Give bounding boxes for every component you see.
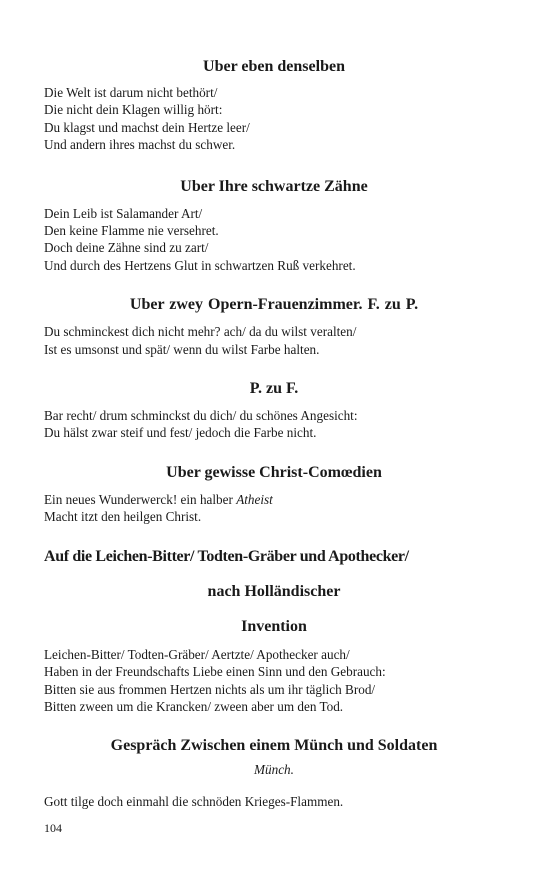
poem-line <box>44 491 504 508</box>
poem-line: Ist es umsonst und spät/ wenn du wilst Farbe halten. <box>44 341 320 357</box>
poem-line: Die nicht dein Klagen willig hört: <box>44 102 223 118</box>
poem-line: Dein Leib ist Salamander Art/ <box>44 205 203 221</box>
poem-section-5 <box>44 462 504 526</box>
poem-section-4 <box>44 378 504 442</box>
poem-line: Haben in der Freundschafts Liebe einen Sinn und den Gebrauch: <box>44 664 386 680</box>
poem-title: Uber gewisse Christ-Comœdien <box>166 463 382 481</box>
poem-line: Du klagst und machst dein Hertze leer/ <box>44 119 250 135</box>
poem-text <box>44 323 504 358</box>
poem-text <box>44 646 504 716</box>
poem-section-1 <box>44 56 504 154</box>
poem-line: Den keine Flamme nie versehret. <box>44 223 219 239</box>
poem-title: Uber eben denselben <box>203 58 345 75</box>
poem-text <box>44 491 504 526</box>
poem-line: Du schminckest dich nicht mehr? ach/ da du wilst veralten/ <box>44 324 357 340</box>
speaker-label: Münch. <box>254 762 294 778</box>
poem-line: Und durch des Hertzens Glut in schwartzen Ruß verkehret. <box>44 257 356 273</box>
poem-section-7 <box>44 735 504 810</box>
poem-line: Leichen-Bitter/ Todten-Gräber/ Aertzte/ Apothecker auch/ <box>44 646 350 662</box>
poem-title: Uber zwey Opern-Frauenzimmer. F. zu P. <box>129 296 419 314</box>
poem-line: Bar recht/ drum schminckst du dich/ du schönes Angesicht: <box>44 408 358 424</box>
poem-text <box>44 84 504 154</box>
poem-text <box>44 793 504 810</box>
poem-title: Gespräch Zwischen einem Münch und Soldaten <box>110 737 438 755</box>
poem-line: Gott tilge doch einmahl die schnöden Krieges-Flammen. <box>44 794 344 810</box>
poem-line: Bitten zween um die Krancken/ zween aber um den Tod. <box>44 698 344 714</box>
poem-text <box>44 205 504 275</box>
poem-section-3 <box>44 294 504 358</box>
poem-title-line-1: Auf die Leichen-Bitter/ Todten-Gräber und Apothecker/ <box>44 547 409 565</box>
poem-section-2 <box>44 176 504 275</box>
poem-line: Doch deine Zähne sind zu zart/ <box>44 240 209 256</box>
poem-line-text: Ein neues Wunderwerck! ein halber <box>44 491 233 507</box>
poem-line: Die Welt ist darum nicht bethört/ <box>44 85 218 100</box>
poem-title-line-2: nach Holländischer <box>207 582 341 600</box>
poem-line: Bitten sie aus frommen Hertzen nichts als um ihr täglich Brod/ <box>44 681 376 697</box>
poem-title: P. zu F. <box>249 380 299 398</box>
page-body <box>44 56 504 811</box>
poem-line: Macht itzt den heilgen Christ. <box>44 509 202 525</box>
poem-title: Uber Ihre schwartze Zähne <box>180 177 368 195</box>
poem-line: Du hälst zwar steif und fest/ jedoch die Farbe nicht. <box>44 425 317 441</box>
poem-section-6 <box>44 546 504 716</box>
poem-title-line-3: Invention <box>241 617 307 635</box>
poem-line: Und andern ihres machst du schwer. <box>44 137 236 153</box>
page-number: 104 <box>44 821 62 835</box>
poem-text <box>44 407 504 442</box>
italic-word: Atheist <box>236 491 273 507</box>
